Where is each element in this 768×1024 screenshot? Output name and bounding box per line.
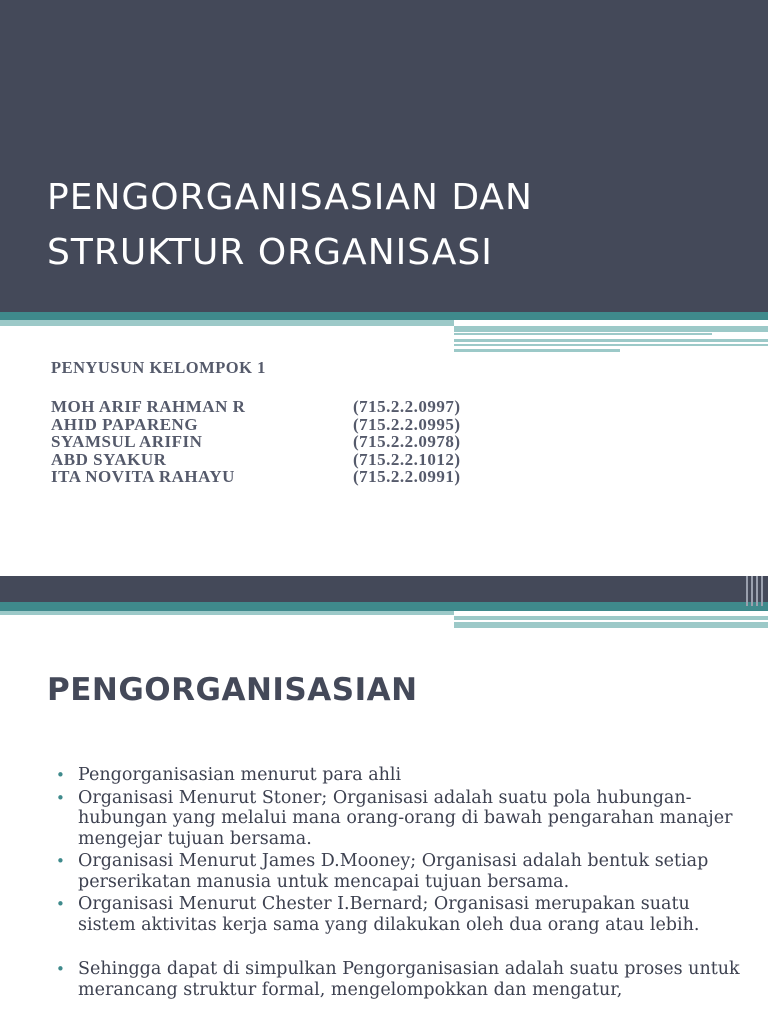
bullet-list bbox=[56, 765, 746, 1002]
author-name: SYAMSUL ARIFIN bbox=[51, 432, 203, 451]
author-id: (715.2.2.0995) bbox=[353, 414, 461, 434]
bullet-icon: • bbox=[56, 766, 65, 784]
bullet-text: Organisasi Menurut James D.Mooney; Organisasi adalah bentuk setiap perserikatan manusia untuk mencapai tujuan bersama. bbox=[78, 851, 709, 892]
bullet-text: Organisasi Menurut Stoner; Organisasi adalah suatu pola hubungan-hubungan yang melalui mana orang-orang di bawah pengarahan manajer mengejar tujuan bersama. bbox=[78, 787, 733, 849]
list-item bbox=[56, 765, 746, 786]
bullet-icon: • bbox=[56, 852, 65, 870]
list-item bbox=[56, 959, 746, 1000]
slide-heading: PENGORGANISASIAN bbox=[47, 672, 418, 708]
bullet-text: Pengorganisasian menurut para ahli bbox=[78, 765, 402, 785]
title-line-2: STRUKTUR ORGANISASI bbox=[47, 232, 493, 273]
list-item bbox=[56, 788, 746, 850]
header-band bbox=[0, 576, 768, 602]
author-name: ITA NOVITA RAHAYU bbox=[51, 467, 235, 486]
author-id: (715.2.2.0978) bbox=[353, 432, 461, 451]
bullet-icon: • bbox=[56, 895, 65, 913]
bullet-icon: • bbox=[56, 788, 65, 807]
list-item bbox=[56, 851, 746, 892]
bullet-text: Sehingga dapat di simpulkan Pengorganisasian adalah suatu proses untuk merancang struktur formal, mengelompokkan dan mengatur, bbox=[78, 959, 740, 1000]
bullet-icon: • bbox=[56, 960, 65, 978]
title-line-1: PENGORGANISASIAN DAN bbox=[47, 177, 533, 218]
author-name: AHID PAPARENG bbox=[51, 414, 199, 434]
author-name: ABD SYAKUR bbox=[51, 449, 167, 469]
presentation-title bbox=[47, 170, 533, 280]
author-id: (715.2.2.0997) bbox=[353, 397, 461, 416]
author-id: (715.2.2.0991) bbox=[353, 467, 461, 486]
bullet-text: Organisasi Menurut Chester I.Bernard; Organisasi merupakan suatu sistem aktivitas kerja sama yang dilakukan oleh dua orang atau lebih. bbox=[78, 894, 700, 935]
list-item bbox=[56, 894, 746, 935]
author-name: MOH ARIF RAHMAN R bbox=[51, 397, 246, 416]
author-id: (715.2.2.1012) bbox=[353, 449, 461, 469]
authors-heading: PENYUSUN KELOMPOK 1 bbox=[51, 358, 266, 377]
content-slide bbox=[0, 576, 768, 1024]
